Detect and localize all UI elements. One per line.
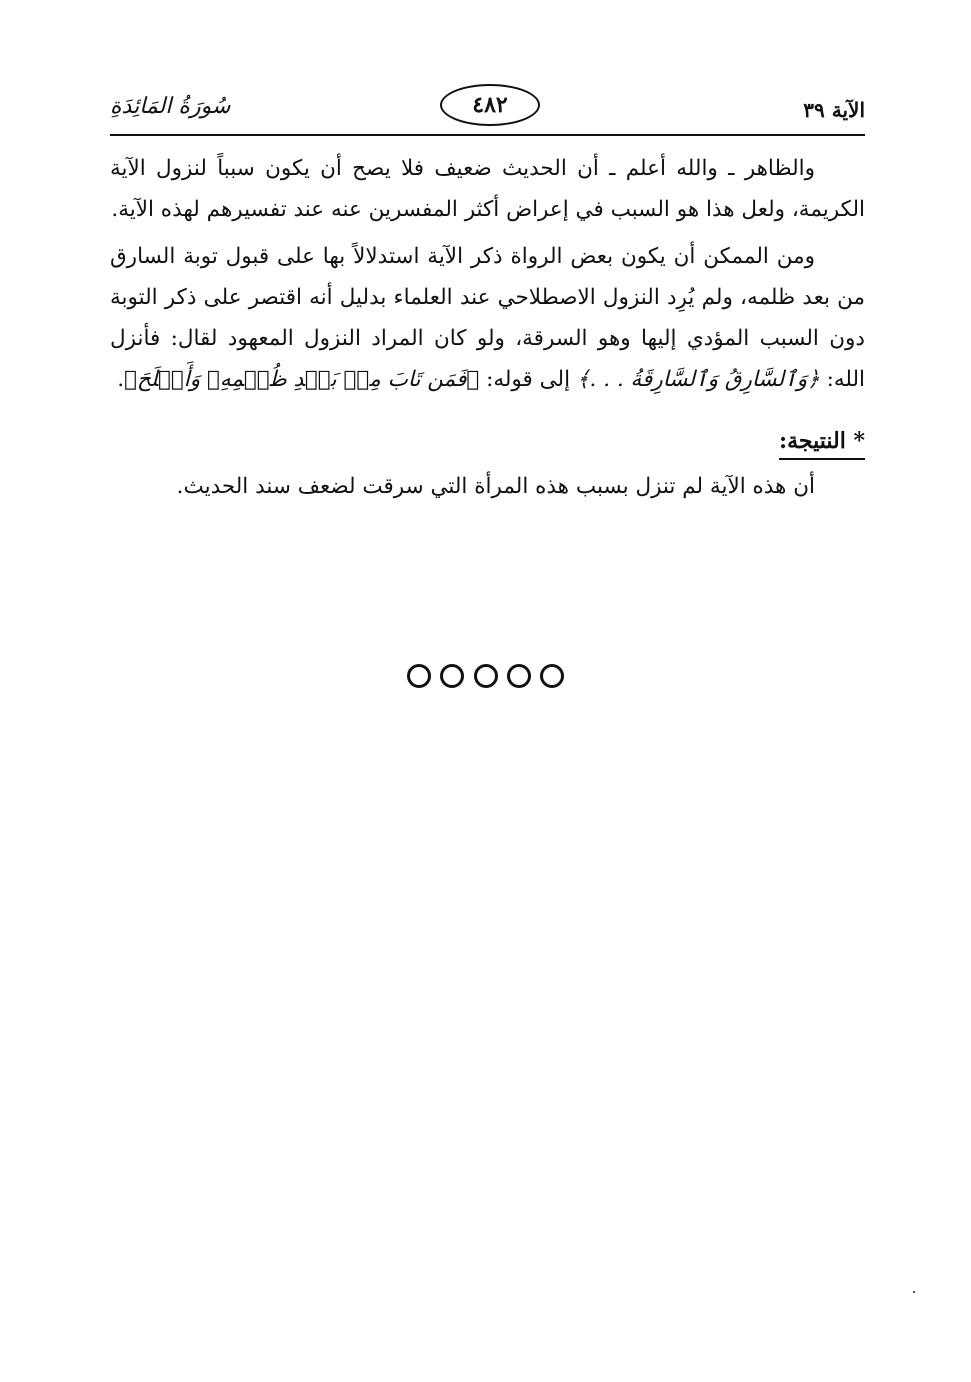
quran-quote-2: ﴿فَمَن تَابَ مِنۢ بَعۡدِ ظُلۡمِهِۦ وَأَصۡلَحَ﴾ <box>124 367 480 392</box>
paragraph-1: والظاهر ـ والله أعلم ـ أن الحديث ضعيف فلا يصح أن يكون سبباً لنزول الآية الكريمة، ولعل هذا هو السبب في إعراض أكثر المفسرين عنه عند تفسيرهم لهذه الآية. <box>110 156 865 222</box>
section-end-ornament <box>0 664 971 692</box>
verse-label: الآية ٣٩ <box>803 98 865 122</box>
quote-end: . <box>117 367 125 392</box>
ornament-circle <box>440 664 464 688</box>
ornament-circle <box>540 664 564 688</box>
header-rule <box>110 134 865 136</box>
ornament-circle <box>407 664 431 688</box>
result-heading: * النتيجة: <box>779 428 865 460</box>
result-paragraph: أن هذه الآية لم تنزل بسبب هذه المرأة التي سرقت لضعف سند الحديث. <box>176 474 815 499</box>
ornament-circle <box>474 664 498 688</box>
ornament-circle <box>507 664 531 688</box>
page-body <box>110 148 865 507</box>
quran-quote-1: ﴿وَٱلسَّارِقُ وَٱلسَّارِقَةُ . . .﴾ <box>576 367 820 392</box>
paragraph-2-text: ومن الممكن أن يكون بعض الرواة ذكر الآية استدلالاً بها على قبول توبة السارق من بعد ظلمه، ولم يُرِد النزول الاصطلاحي عند العلماء بدليل أنه اقتصر على ذكر التوبة دون السبب المؤدي إليها وهو السرقة، ولو كان المراد النزول المعهود لقال: فأنزل الله: <box>110 244 865 392</box>
page-header <box>110 84 865 140</box>
surah-name: سُورَةُ المَائِدَةِ <box>110 94 231 119</box>
quote-connector: إلى قوله: <box>486 367 571 392</box>
page-number: ٤٨٢ <box>440 84 540 126</box>
scan-speck <box>913 1291 915 1293</box>
paragraph-2 <box>110 236 865 400</box>
